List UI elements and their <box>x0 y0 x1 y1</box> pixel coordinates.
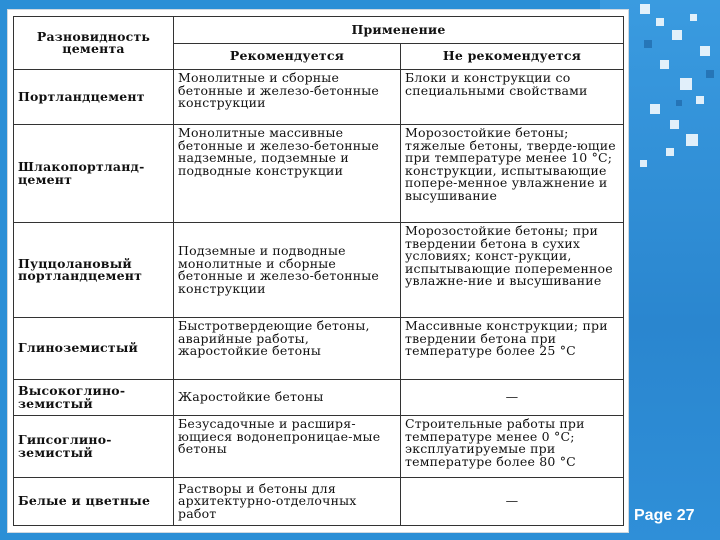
recommended-cell: Жаростойкие бетоны <box>174 380 401 416</box>
not-recommended-cell: — <box>401 380 624 416</box>
not-recommended-cell: — <box>401 478 624 526</box>
recommended-cell: Монолитные массивные бетонные и железо-бетонные надземные, подземные и подводные конструкции <box>174 125 401 223</box>
not-recommended-cell: Морозостойкие бетоны; при твердении бетона в сухих условиях; конст-рукции, испытывающие попеременное увлажне-ние и высушивание <box>401 223 624 318</box>
table-row <box>14 416 624 478</box>
cement-name: Шлакопортланд-цемент <box>14 125 174 223</box>
cement-name: Белые и цветные <box>14 478 174 526</box>
cement-name: Гипсоглино-земистый <box>14 416 174 478</box>
cement-name: Высокоглино-земистый <box>14 380 174 416</box>
table-row <box>14 70 624 125</box>
recommended-cell: Быстротвердеющие бетоны, аварийные работы, жаростойкие бетоны <box>174 318 401 380</box>
table-row <box>14 125 624 223</box>
cement-table <box>13 16 624 526</box>
page-number: Page 27 <box>634 507 695 524</box>
not-recommended-cell: Морозостойкие бетоны; тяжелые бетоны, тверде-ющие при температуре менее 10 °С; конструкции, испытывающие попере-менное увлажнение и высушивание <box>401 125 624 223</box>
table-row <box>14 478 624 526</box>
table-row <box>14 318 624 380</box>
not-recommended-cell: Массивные конструкции; при твердении бетона при температуре более 25 °С <box>401 318 624 380</box>
table-sheet <box>7 9 629 533</box>
recommended-cell: Монолитные и сборные бетонные и железо-бетонные конструкции <box>174 70 401 125</box>
cement-name: Пуццолановый портландцемент <box>14 223 174 318</box>
header-not-recommended: Не рекомендуется <box>401 43 624 70</box>
not-recommended-cell: Блоки и конструкции со специальными свойствами <box>401 70 624 125</box>
cement-name: Портландцемент <box>14 70 174 125</box>
recommended-cell: Растворы и бетоны для архитектурно-отделочных работ <box>174 478 401 526</box>
recommended-cell: Безусадочные и расширя-ющиеся водонепроницае-мые бетоны <box>174 416 401 478</box>
table-row <box>14 223 624 318</box>
table-row <box>14 380 624 416</box>
recommended-cell: Подземные и подводные монолитные и сборные бетонные и железо-бетонные конструкции <box>174 223 401 318</box>
header-application: Применение <box>174 17 624 44</box>
cement-name: Глиноземистый <box>14 318 174 380</box>
header-recommended: Рекомендуется <box>174 43 401 70</box>
not-recommended-cell: Строительные работы при температуре менее 0 °С; эксплуатируемые при температуре более 80 °С <box>401 416 624 478</box>
header-cement-type: Разновидность цемента <box>14 17 174 70</box>
